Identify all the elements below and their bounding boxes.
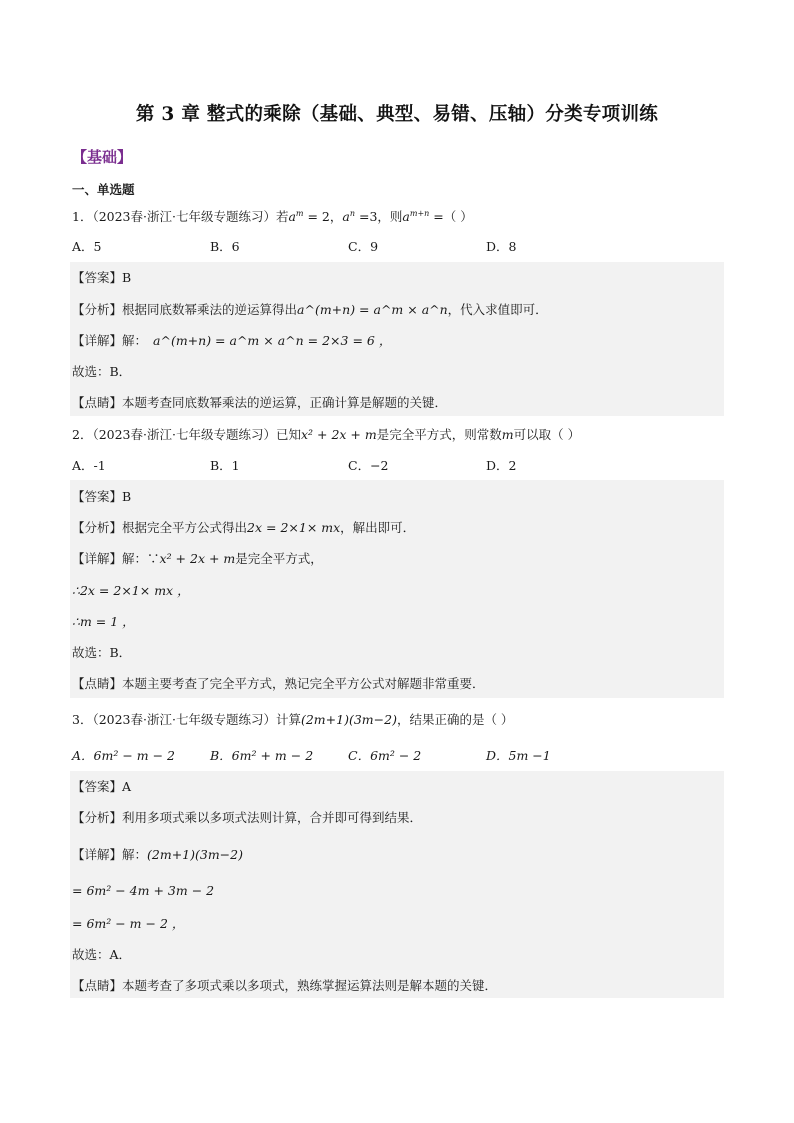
option-c: C．9 — [348, 239, 379, 254]
question-3-detail-prefix: 【详解】解： — [72, 847, 148, 862]
question-2-step-1: ∴2x = 2×1× mx ， — [72, 583, 190, 598]
question-3-stem-suffix: ，结果正确的是（ ） — [396, 712, 514, 727]
option-a: A．5 — [72, 239, 102, 254]
question-1-math-a2: a — [342, 209, 350, 224]
question-2-detail-prefix: 【详解】解：∵ — [72, 551, 160, 566]
option-d: D．2 — [486, 458, 517, 473]
question-1-analysis-math: a^(m+n) = a^m × a^n — [297, 302, 448, 317]
question-1-math-a: a — [288, 209, 296, 224]
option-c: C．−2 — [348, 458, 389, 473]
option-a: A．-1 — [72, 458, 106, 473]
question-2-stem — [72, 425, 580, 443]
question-3-step-2: = 6m² − m − 2 ， — [72, 916, 185, 931]
question-1-comment: 【点睛】本题考查同底数幂乘法的逆运算，正确计算是解题的关键． — [72, 395, 448, 410]
subsection-heading: 一、单选题 — [72, 182, 135, 197]
question-1-stem-mid2: =3，则 — [355, 209, 403, 224]
question-1-stem-suffix: =（ ） — [429, 209, 473, 224]
question-3-stem-prefix: 3．（2023春·浙江·七年级专题练习）计算 — [72, 712, 301, 727]
question-2-step-2: ∴m = 1 ， — [72, 614, 135, 629]
question-2-stem-math: x² + 2x + m — [300, 427, 377, 442]
option-b: B．1 — [210, 458, 240, 473]
option-c: C．6m² − 2 — [348, 748, 422, 763]
question-2-stem-suffix: 可以取（ ） — [513, 427, 581, 442]
question-1-stem — [72, 207, 473, 225]
question-1-analysis — [72, 300, 548, 318]
option-d: D．8 — [486, 239, 517, 254]
question-3-answer: 【答案】A — [72, 779, 132, 794]
question-3-choice: 故选：A． — [72, 947, 132, 962]
question-3-analysis: 【分析】利用多项式乘以多项式法则计算，合并即可得到结果． — [72, 810, 423, 825]
question-1-math-a3: a — [402, 209, 410, 224]
question-1-math-sup-mn: m+n — [409, 208, 430, 218]
question-2-comment: 【点睛】本题主要考查了完全平方式，熟记完全平方公式对解题非常重要． — [72, 676, 485, 691]
question-2-detail-suffix: 是完全平方式， — [235, 551, 323, 566]
question-3-step-1: = 6m² − 4m + 3m − 2 — [72, 883, 215, 898]
question-3-detail-math: (2m+1)(3m−2) — [147, 847, 243, 862]
question-2-options — [72, 456, 722, 474]
question-1-stem-prefix: 1．（2023春·浙江·七年级专题练习）若 — [72, 209, 289, 224]
option-b: B．6 — [210, 239, 240, 254]
question-2-stem-var: m — [501, 427, 514, 442]
question-2-analysis-suffix: ，解出即可． — [340, 520, 416, 535]
question-2-stem-prefix: 2．（2023春·浙江·七年级专题练习）已知 — [72, 427, 301, 442]
question-1-choice: 故选：B． — [72, 364, 132, 379]
question-1-math-sup-n: n — [349, 208, 355, 218]
question-1-math-sup-m: m — [295, 208, 304, 218]
question-1-detail — [72, 331, 391, 349]
question-1-detail-prefix: 【详解】解： — [72, 333, 148, 348]
question-3-detail — [72, 845, 243, 863]
question-2-answer: 【答案】B — [72, 489, 132, 504]
page-title: 第 3 章 整式的乘除（基础、典型、易错、压轴）分类专项训练 — [135, 104, 659, 125]
question-2-detail — [72, 549, 323, 567]
option-a: A．6m² − m − 2 — [72, 748, 175, 763]
question-2-analysis-prefix: 【分析】根据完全平方公式得出 — [72, 520, 248, 535]
option-b: B．6m² + m − 2 — [210, 748, 314, 763]
question-2-stem-mid: 是完全平方式，则常数 — [376, 427, 502, 442]
question-2-analysis-math: 2x = 2×1× mx — [247, 520, 341, 535]
section-label: 【基础】 — [72, 148, 133, 166]
option-d: D．5m −1 — [486, 748, 551, 763]
question-3-stem — [72, 710, 513, 728]
question-1-analysis-prefix: 【分析】根据同底数幂乘法的逆运算得出 — [72, 302, 298, 317]
question-1-analysis-suffix: ，代入求值即可． — [447, 302, 548, 317]
question-2-choice: 故选：B． — [72, 645, 132, 660]
question-1-detail-math: a^(m+n) = a^m × a^n = 2×3 = 6 ， — [153, 333, 392, 348]
question-2-analysis — [72, 518, 415, 536]
question-3-stem-math: (2m+1)(3m−2) — [300, 712, 397, 727]
question-1-options — [72, 237, 722, 255]
question-1-answer: 【答案】B — [72, 270, 132, 285]
question-1-stem-mid1: = 2， — [303, 209, 343, 224]
question-2-detail-math: x² + 2x + m — [159, 551, 236, 566]
question-3-comment: 【点睛】本题考查了多项式乘以多项式，熟练掌握运算法则是解本题的关键． — [72, 978, 498, 993]
question-3-options — [72, 746, 722, 764]
